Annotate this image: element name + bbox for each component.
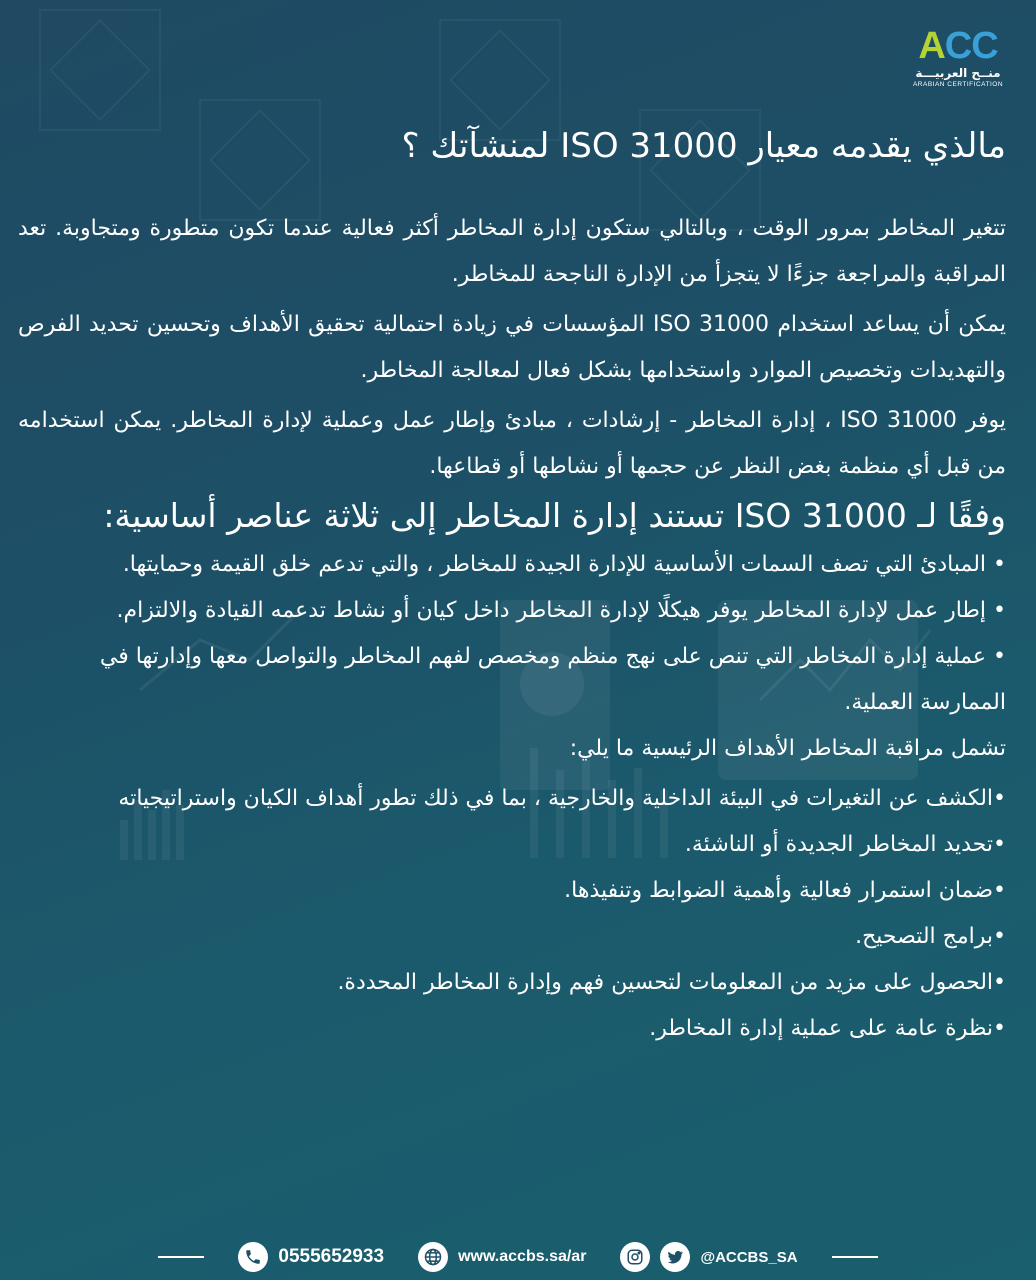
globe-icon: [418, 1242, 448, 1272]
logo-mark-a: A: [918, 25, 945, 67]
list-item: •برامج التصحيح.: [855, 924, 1006, 949]
list-item: •ضمان استمرار فعالية وأهمية الضوابط وتنفيذها.: [564, 878, 1006, 903]
list-item: • عملية إدارة المخاطر التي تنص على نهج منظم ومخصص لفهم المخاطر والتواصل معها وإدارتها في الممارسة العملية.: [99, 644, 1006, 715]
brand-logo: [908, 26, 1008, 92]
logo-english-name: ARABIAN CERTIFICATION: [912, 81, 1004, 88]
social-handle[interactable]: @ACCBS_SA: [700, 1248, 798, 1266]
website-link[interactable]: [418, 1242, 586, 1272]
intro-paragraph: تتغير المخاطر بمرور الوقت ، وبالتالي ستكون إدارة المخاطر أكثر فعالية عندما تكون متطورة ومتجاوبة. تعد المراقبة والمراجعة جزءًا لا يتجزأ من الإدارة الناجحة للمخاطر.: [18, 216, 1006, 287]
list-item: •نظرة عامة على عملية إدارة المخاطر.: [649, 1016, 1006, 1041]
website-url: www.accbs.sa/ar: [458, 1248, 587, 1265]
twitter-icon[interactable]: [660, 1242, 690, 1272]
monitoring-list: [18, 776, 1006, 1052]
logo-mark-cc: CC: [944, 25, 998, 67]
main-content: [18, 122, 1006, 1052]
list-item: • إطار عمل لإدارة المخاطر يوفر هيكلًا لإدارة المخاطر داخل كيان أو نشاط تدعمه القيادة والالتزام.: [116, 598, 1006, 623]
phone-number: 0555652933: [278, 1246, 385, 1267]
standard-paragraph: يوفر ISO 31000 ، إدارة المخاطر - إرشادات ، مبادئ وإطار عمل وعملية لإدارة المخاطر. يمكن استخدامه من قبل أي منظمة بغض النظر عن حجمها أو نشاطها أو قطاعها.: [18, 408, 1007, 479]
instagram-icon[interactable]: [620, 1242, 650, 1272]
social-links: [620, 1242, 797, 1272]
logo-mark: [908, 26, 1008, 66]
list-item: • المبادئ التي تصف السمات الأساسية للإدارة الجيدة للمخاطر ، والتي تدعم خلق القيمة وحمايتها.: [122, 552, 1006, 577]
list-item: •الكشف عن التغيرات في البيئة الداخلية والخارجية ، بما في ذلك تطور أهداف الكيان واستراتيجياته: [118, 786, 1006, 811]
logo-arabic-name: منــح العربيـــة: [915, 66, 1001, 80]
list-item: •الحصول على مزيد من المعلومات لتحسين فهم وإدارة المخاطر المحددة.: [337, 970, 1006, 995]
benefits-paragraph: يمكن أن يساعد استخدام ISO 31000 المؤسسات في زيادة احتمالية تحقيق الأهداف وتحسين تحديد الفرص والتهديدات وتخصيص الموارد واستخدامها بشكل فعال لمعالجة المخاطر.: [18, 312, 1007, 383]
contact-footer: [0, 1242, 1036, 1272]
list-item: •تحديد المخاطر الجديدة أو الناشئة.: [684, 832, 1006, 857]
elements-list: [18, 542, 1006, 726]
section-subtitle: وفقًا لـ ISO 31000 تستند إدارة المخاطر إلى ثلاثة عناصر أساسية:: [103, 496, 1006, 535]
phone-contact[interactable]: [238, 1242, 384, 1272]
page-title: مالذي يقدمه معيار ISO 31000 لمنشآتك ؟: [401, 126, 1006, 166]
monitoring-intro: تشمل مراقبة المخاطر الأهداف الرئيسية ما يلي:: [569, 736, 1006, 761]
phone-icon: [238, 1242, 268, 1272]
footer-divider-left: [158, 1256, 204, 1258]
footer-divider-right: [832, 1256, 878, 1258]
